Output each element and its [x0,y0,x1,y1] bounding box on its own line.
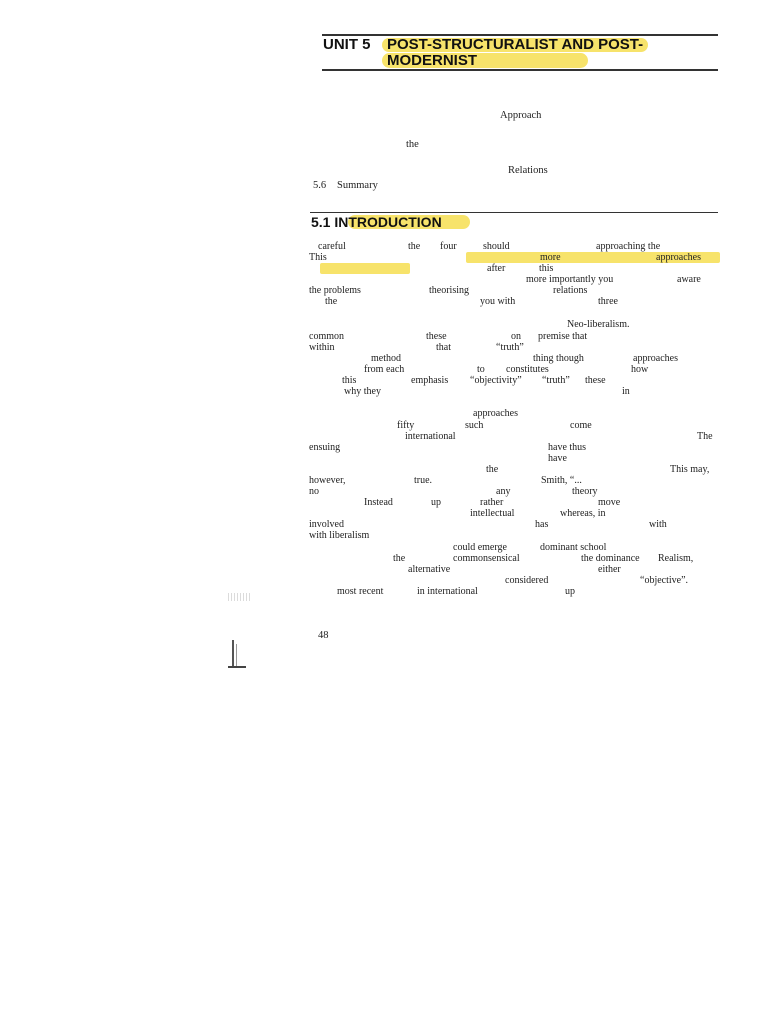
body-word: the [486,464,499,475]
body-word: up [565,586,575,597]
body-word: four [440,241,457,252]
body-word: either [598,564,621,575]
scan-mark-1 [228,593,250,601]
title-line-1: POST-STRUCTURALIST AND POST- [387,36,644,53]
title-line-2: MODERNIST [387,52,477,69]
body-word: This may, [670,464,710,475]
body-word: rather [480,497,504,508]
body-word: aware [677,274,701,285]
body-word: in [622,386,630,397]
contents-summary: Summary [337,180,378,191]
body-word: Realism, [658,553,694,564]
body-word: have thus [548,442,587,453]
body-word: you with [480,296,516,307]
body-word: theory [572,486,598,497]
body-word: approaching the [596,241,661,252]
body-word: that [436,342,451,353]
body-word: these [585,375,606,386]
body-word: Neo-liberalism. [567,319,630,330]
body-word: method [371,353,401,364]
body-word: such [465,420,484,431]
header-bottom-rule [322,69,718,71]
body-word: this [539,263,554,274]
body-word: could emerge [453,542,507,553]
body-word: these [426,331,447,342]
body-word: the dominance [581,553,640,564]
body-word: Instead [364,497,393,508]
body-word: This [309,252,327,263]
body-word: three [598,296,618,307]
body-word: within [309,342,335,353]
body-word: from each [364,364,405,375]
body-word: “objective”. [640,575,689,586]
section-rule [310,212,718,213]
unit-label: UNIT 5 [323,36,371,53]
body-word: on [511,331,521,342]
body-word: premise that [538,331,588,342]
body-word: any [496,486,511,497]
body-word: have [548,453,567,464]
body-word: approaches [656,252,701,263]
body-word: constitutes [506,364,549,375]
body-word: most recent [337,586,384,597]
body-word: involved [309,519,344,530]
body-word: the [325,296,338,307]
body-word: true. [414,475,433,486]
body-word: relations [553,285,588,296]
contents-relations: Relations [508,165,548,176]
body-word: theorising [429,285,469,296]
body-word: in international [417,586,478,597]
body-word: The [697,431,713,442]
body-word: alternative [408,564,451,575]
body-word: up [431,497,441,508]
contents-approach: Approach [500,110,542,121]
body-word: common [309,331,344,342]
body-word: move [598,497,621,508]
body-word: Smith, “... [541,475,582,486]
body-word: this [342,375,357,386]
body-word: international [405,431,456,442]
body-word: has [535,519,549,530]
body-word: more [540,252,561,263]
body-word: no [309,486,319,497]
page-number: 48 [318,630,329,641]
body-word: after [487,263,506,274]
contents-summary-number: 5.6 [313,180,327,191]
body-word: however, [309,475,346,486]
contents-the: the [406,139,419,150]
body-word: approaches [473,408,518,419]
body-word: “objectivity” [470,375,522,386]
body-highlight-line-2 [320,263,410,274]
body-word: “truth” [542,375,570,386]
body-word: the [408,241,421,252]
body-word: with [649,519,667,530]
body-word: with liberalism [309,530,370,541]
body-word: intellectual [470,508,515,519]
body-word: “truth” [496,342,524,353]
body-word: commonsensical [453,553,520,564]
body-word: the [393,553,406,564]
section-heading: 5.1 INTRODUCTION [311,214,442,230]
body-word: considered [505,575,549,586]
body-word: careful [318,241,346,252]
body-word: come [570,420,592,431]
body-word: the problems [309,285,361,296]
body-word: fifty [397,420,415,431]
body-word: emphasis [411,375,449,386]
scan-mark-2 [228,640,250,668]
body-word: how [631,364,649,375]
body-word: thing though [533,353,584,364]
body-word: approaches [633,353,678,364]
body-word: whereas, in [560,508,606,519]
body-word: why they [344,386,381,397]
body-word: ensuing [309,442,341,453]
body-word: should [483,241,510,252]
body-word: dominant school [540,542,607,553]
body-word: more importantly you [526,274,614,285]
body-word: to [477,364,485,375]
